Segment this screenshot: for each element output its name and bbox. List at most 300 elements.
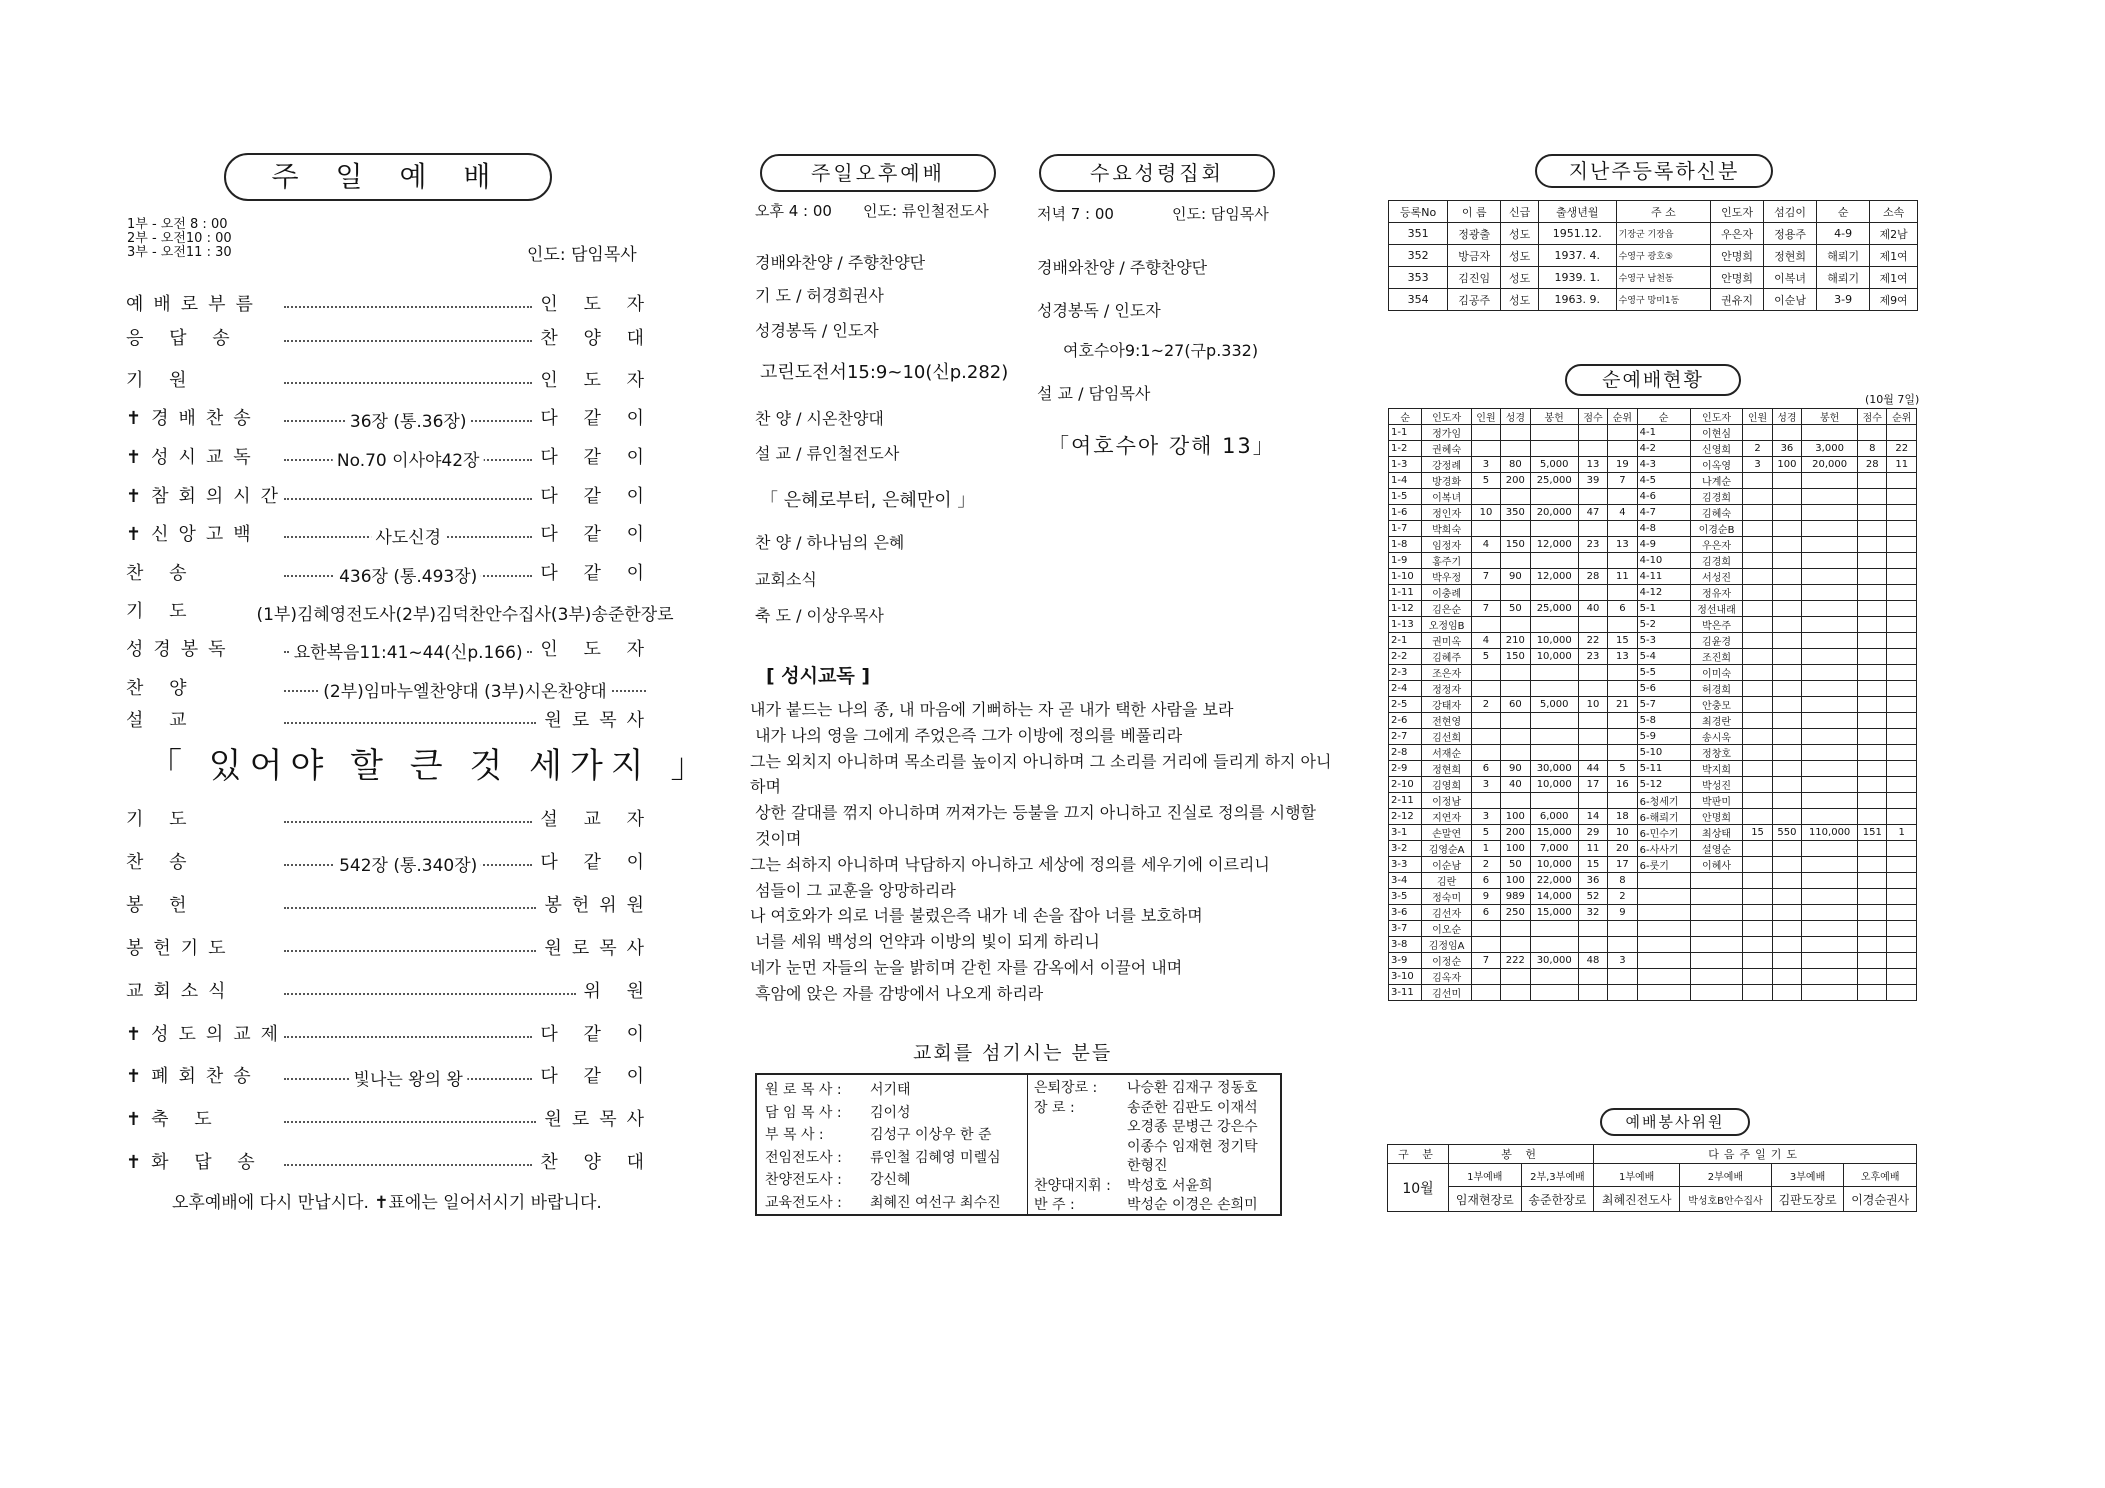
table-row [1389, 841, 1917, 857]
table-cell: 10,000 [1530, 777, 1578, 793]
table-cell: 2 [1471, 697, 1500, 713]
table-cell [1530, 713, 1578, 729]
table-cell [1802, 761, 1858, 777]
order-item [126, 520, 654, 546]
table-cell [1887, 889, 1917, 905]
table-cell: 1-12 [1389, 601, 1422, 617]
table-cell [1802, 713, 1858, 729]
table-cell [1608, 441, 1637, 457]
table-cell [1578, 617, 1607, 633]
table-cell [1743, 617, 1772, 633]
service-sub-1: 1부예배 [1449, 1164, 1522, 1187]
order-detail: No.70 이사야42장 [333, 446, 484, 471]
table-cell: 3 [1743, 457, 1772, 473]
table-cell [1471, 937, 1500, 953]
table-cell [1772, 617, 1801, 633]
afternoon-item: 교회소식 [755, 570, 817, 589]
table-cell: 4-5 [1637, 473, 1690, 489]
reading-line: 상한 갈대를 꺾지 아니하며 꺼져가는 등불을 끄지 아니하고 진실로 정의를 시행할 [750, 803, 1316, 823]
reading-line: 섬들이 그 교훈을 앙망하리라 [750, 880, 956, 900]
wednesday-time: 저녁 7 : 00 [1037, 205, 1114, 223]
table-cell [1772, 633, 1801, 649]
table-cell [1802, 729, 1858, 745]
table-cell: 11 [1608, 569, 1637, 585]
table-cell [1802, 793, 1858, 809]
reading-line: 하며 [750, 777, 781, 797]
table-cell: 3 [1608, 953, 1637, 969]
table-cell [1802, 937, 1858, 953]
wednesday-item: 여호수아9:1~27(구p.332) [1063, 341, 1259, 360]
table-cell: 성도 [1501, 289, 1539, 311]
table-cell [1887, 521, 1917, 537]
table-cell [1743, 649, 1772, 665]
table-cell [1887, 601, 1917, 617]
table-cell: 해뢰기 [1817, 267, 1870, 289]
table-cell: 6-민수기 [1637, 825, 1690, 841]
table-cell: 3-9 [1817, 289, 1870, 311]
table-cell: 2-10 [1389, 777, 1422, 793]
table-row [1389, 473, 1917, 489]
order-label: 찬 송 [126, 563, 197, 584]
table-cell [1471, 921, 1500, 937]
table-cell: 6-청세기 [1637, 793, 1690, 809]
table-row [1389, 697, 1917, 713]
table-cell [1608, 937, 1637, 953]
table-cell: 40 [1501, 777, 1530, 793]
table-cell: 100 [1501, 841, 1530, 857]
table-cell: 이복녀 [1764, 267, 1817, 289]
table-cell [1743, 745, 1772, 761]
table-cell [1772, 553, 1801, 569]
table-cell: 1-6 [1389, 505, 1422, 521]
table-cell [1743, 953, 1772, 969]
table-cell: 100 [1772, 457, 1801, 473]
table-cell [1887, 761, 1917, 777]
table-cell: 우은자 [1690, 537, 1743, 553]
table-cell: 3-9 [1389, 953, 1422, 969]
service-month: 10월 [1388, 1164, 1449, 1212]
table-cell [1887, 985, 1917, 1001]
table-cell: 151 [1858, 825, 1887, 841]
table-cell: 4-9 [1817, 223, 1870, 245]
table-cell: 설영순 [1690, 841, 1743, 857]
staff-role: 원 로 목 사 : [765, 1082, 842, 1098]
table-cell: 17 [1608, 857, 1637, 873]
table-cell: 353 [1389, 267, 1448, 289]
table-cell [1802, 857, 1858, 873]
table-cell: 23 [1578, 649, 1607, 665]
table-cell [1471, 713, 1500, 729]
table-cell: 정가임 [1422, 425, 1471, 441]
table-cell: 정현희 [1764, 245, 1817, 267]
table-cell [1471, 985, 1500, 1001]
table-cell: 14,000 [1530, 889, 1578, 905]
cell-header-cell: 순 [1389, 409, 1422, 425]
table-cell [1772, 537, 1801, 553]
table-cell: 김은순 [1422, 601, 1471, 617]
cell-worship-table [1388, 408, 1917, 1001]
order-item [126, 404, 654, 430]
order-leader-dots [284, 856, 532, 876]
table-cell: 4 [1471, 537, 1500, 553]
table-cell [1743, 873, 1772, 889]
service-sub-4: 2부예배 [1680, 1164, 1772, 1187]
order-item [126, 674, 654, 700]
order-detail: (1부)김혜영전도사(2부)김덕찬안수집사(3부)송준한장로 [252, 600, 677, 625]
table-cell [1772, 761, 1801, 777]
table-cell [1743, 569, 1772, 585]
staff-role: 반 주 : [1034, 1197, 1075, 1213]
table-cell [1743, 473, 1772, 489]
table-cell [1530, 553, 1578, 569]
table-cell: 5-5 [1637, 665, 1690, 681]
wednesday-service-title: 수요성령집회 [1039, 154, 1275, 192]
afternoon-item: 「 은혜로부터, 은혜만이 」 [760, 490, 976, 511]
table-cell: 제1여 [1870, 267, 1918, 289]
wednesday-item: 성경봉독 / 인도자 [1037, 301, 1161, 320]
table-cell: 2-3 [1389, 665, 1422, 681]
service-h-offering: 봉 헌 [1449, 1145, 1594, 1164]
table-cell: 이순남 [1764, 289, 1817, 311]
table-cell: 김선미 [1422, 985, 1471, 1001]
staff-role: 교육전도사 : [765, 1195, 842, 1211]
table-cell [1887, 505, 1917, 521]
table-cell [1530, 793, 1578, 809]
order-responsible: 찬 양 대 [540, 328, 654, 349]
table-row [1389, 985, 1917, 1001]
table-cell [1802, 537, 1858, 553]
table-cell: 해뢰기 [1817, 245, 1870, 267]
table-cell [1802, 585, 1858, 601]
order-label: ✝참회의시간 [126, 486, 289, 507]
cell-header-cell: 봉헌 [1530, 409, 1578, 425]
table-cell: 10 [1471, 505, 1500, 521]
table-cell: 5-7 [1637, 697, 1690, 713]
staff-names: 박성호 서윤희 [1127, 1177, 1213, 1194]
table-cell: 48 [1578, 953, 1607, 969]
table-cell [1858, 809, 1887, 825]
wednesday-item: 설 교 / 담임목사 [1037, 384, 1151, 403]
order-label: 봉 헌 [126, 895, 197, 916]
table-cell: 4-9 [1637, 537, 1690, 553]
cell-header-cell: 인원 [1471, 409, 1500, 425]
newcomers-header-cell: 주 소 [1616, 201, 1711, 223]
table-cell: 1963. 9. [1539, 289, 1617, 311]
table-cell: 150 [1501, 649, 1530, 665]
table-cell: 17 [1578, 777, 1607, 793]
table-cell [1530, 985, 1578, 1001]
order-label: ✝폐회찬송 [126, 1066, 261, 1087]
table-cell [1858, 617, 1887, 633]
table-cell [1743, 537, 1772, 553]
table-cell: 4-6 [1637, 489, 1690, 505]
table-cell: 3-4 [1389, 873, 1422, 889]
table-cell: 우은자 [1711, 223, 1764, 245]
table-cell: 2-11 [1389, 793, 1422, 809]
table-cell [1690, 889, 1743, 905]
order-leader-dots [284, 643, 532, 663]
table-row [1389, 245, 1918, 267]
newcomers-header-cell: 인도자 [1711, 201, 1764, 223]
table-cell: 10,000 [1530, 649, 1578, 665]
table-cell: 13 [1578, 457, 1607, 473]
table-cell: 60 [1501, 697, 1530, 713]
order-responsible: 원로목사 [544, 938, 654, 959]
service-sub-2: 2부,3부예배 [1521, 1164, 1594, 1187]
table-cell [1772, 841, 1801, 857]
order-leader-dots [284, 498, 532, 500]
table-cell [1743, 505, 1772, 521]
staff-role: 은퇴장로 : [1034, 1080, 1098, 1096]
time-3: 3부 - 오전11 : 30 [127, 245, 232, 260]
table-cell [1802, 841, 1858, 857]
table-cell: 13 [1608, 537, 1637, 553]
table-row [1389, 457, 1917, 473]
table-cell: 44 [1578, 761, 1607, 777]
table-cell [1858, 857, 1887, 873]
service-times [127, 218, 232, 260]
table-cell: 전현영 [1422, 713, 1471, 729]
table-cell [1637, 889, 1690, 905]
table-cell: 3,000 [1802, 441, 1858, 457]
table-cell: 강태자 [1422, 697, 1471, 713]
table-cell [1471, 745, 1500, 761]
table-cell: 13 [1608, 649, 1637, 665]
table-cell: 30,000 [1530, 761, 1578, 777]
table-cell: 박성진 [1690, 777, 1743, 793]
service-name-2: 송준한장로 [1521, 1187, 1594, 1212]
table-cell: 25,000 [1530, 473, 1578, 489]
order-leader-dots [284, 993, 576, 995]
table-cell [1772, 697, 1801, 713]
newcomers-title: 지난주등록하신분 [1535, 154, 1773, 188]
table-cell: 100 [1501, 873, 1530, 889]
table-cell [1608, 985, 1637, 1001]
table-row [1389, 681, 1917, 697]
table-cell: 제2남 [1870, 223, 1918, 245]
table-cell: 6 [1608, 601, 1637, 617]
table-cell: 1-10 [1389, 569, 1422, 585]
table-cell: 이정남 [1422, 793, 1471, 809]
table-cell [1772, 793, 1801, 809]
table-cell: 수영구 광호⑤ [1616, 245, 1711, 267]
table-cell: 2-2 [1389, 649, 1422, 665]
table-cell: 352 [1389, 245, 1448, 267]
table-cell: 기장군 기장읍 [1616, 223, 1711, 245]
table-cell [1858, 633, 1887, 649]
table-cell [1501, 585, 1530, 601]
table-cell [1578, 729, 1607, 745]
order-responsible: 인 도 자 [540, 294, 654, 315]
service-name-5: 김판도장로 [1771, 1187, 1844, 1212]
table-cell [1743, 937, 1772, 953]
order-label: ✝신앙고백 [126, 524, 261, 545]
table-cell: 10 [1608, 825, 1637, 841]
order-responsible: 원로목사 [544, 710, 654, 731]
order-item [126, 977, 654, 1003]
table-cell: 5 [1471, 649, 1500, 665]
table-cell [1858, 969, 1887, 985]
staff-names: 최혜진 여선구 최수진 [870, 1195, 1001, 1211]
table-row [1389, 873, 1917, 889]
table-cell: 1-3 [1389, 457, 1422, 473]
table-cell [1887, 473, 1917, 489]
table-cell: 3 [1471, 457, 1500, 473]
staff-role: 장 로 : [1034, 1099, 1075, 1116]
staff-names: 김이성 [870, 1104, 911, 1121]
table-cell: 9 [1471, 889, 1500, 905]
table-cell: 10,000 [1530, 633, 1578, 649]
table-cell [1471, 969, 1500, 985]
table-cell [1772, 777, 1801, 793]
table-cell [1743, 633, 1772, 649]
order-responsible: 찬 양 대 [540, 1152, 654, 1173]
table-cell: 안명희 [1690, 809, 1743, 825]
order-responsible: 다 같 이 [540, 852, 654, 873]
order-detail: 사도신경 [371, 523, 445, 548]
order-label: ✝경배찬송 [126, 408, 261, 429]
table-cell: 안충모 [1690, 697, 1743, 713]
afternoon-item: 찬 양 / 시온찬양대 [755, 409, 884, 428]
staff-role: 담 임 목 사 : [765, 1104, 842, 1121]
staff-role: 전임전도사 : [765, 1149, 842, 1166]
table-cell: 김혜숙 [1690, 505, 1743, 521]
order-detail: (2부)임마누엘찬양대 (3부)시온찬양대 [319, 677, 610, 702]
table-cell: 허경희 [1690, 681, 1743, 697]
table-cell: 22 [1887, 441, 1917, 457]
order-detail: 요한복음11:41~44(신p.166) [290, 638, 527, 663]
order-item [126, 1148, 654, 1174]
table-cell: 12,000 [1530, 537, 1578, 553]
table-cell [1578, 553, 1607, 569]
table-cell: 김정임A [1422, 937, 1471, 953]
wednesday-sermon: 「여호수아 강해 13」 [1048, 434, 1276, 458]
table-cell: 15,000 [1530, 825, 1578, 841]
table-cell [1743, 489, 1772, 505]
table-cell: 이옥영 [1690, 457, 1743, 473]
table-cell: 14 [1578, 809, 1607, 825]
table-cell: 3-10 [1389, 969, 1422, 985]
table-cell: 6-사사기 [1637, 841, 1690, 857]
main-service-title: 주 일 예 배 [224, 153, 552, 201]
order-item [126, 1105, 654, 1131]
afternoon-item: 경배와찬양 / 주향찬양단 [755, 253, 926, 272]
table-cell: 서성진 [1690, 569, 1743, 585]
table-cell [1690, 953, 1743, 969]
table-cell [1501, 665, 1530, 681]
order-leader-dots [284, 722, 536, 724]
table-cell [1743, 585, 1772, 601]
order-item [126, 1020, 654, 1046]
table-row [1389, 745, 1917, 761]
table-cell [1858, 473, 1887, 489]
table-cell: 홍주기 [1422, 553, 1471, 569]
table-cell: 250 [1501, 905, 1530, 921]
table-cell: 김공주 [1448, 289, 1501, 311]
table-row [1389, 713, 1917, 729]
table-cell: 25,000 [1530, 601, 1578, 617]
table-cell [1743, 777, 1772, 793]
table-cell [1608, 921, 1637, 937]
table-cell [1772, 921, 1801, 937]
table-cell: 3-5 [1389, 889, 1422, 905]
table-row [1389, 633, 1917, 649]
order-leader-dots [284, 1164, 532, 1166]
table-cell [1578, 585, 1607, 601]
order-leader-dots [284, 451, 532, 471]
reading-line: 내가 붙드는 나의 종, 내 마음에 기뻐하는 자 곧 내가 택한 사람을 보라 [750, 700, 1234, 719]
table-cell [1858, 841, 1887, 857]
table-cell [1858, 505, 1887, 521]
order-label: 찬 양 [126, 678, 197, 699]
table-cell [1578, 745, 1607, 761]
table-cell [1802, 489, 1858, 505]
table-cell [1858, 553, 1887, 569]
table-cell [1608, 521, 1637, 537]
afternoon-item: 성경봉독 / 인도자 [755, 321, 879, 340]
cell-header-cell: 순 [1637, 409, 1690, 425]
table-cell [1743, 425, 1772, 441]
table-row [1389, 289, 1918, 311]
table-cell: 수영구 망미1동 [1616, 289, 1711, 311]
table-row [1389, 905, 1917, 921]
table-row [1389, 617, 1917, 633]
table-cell [1743, 985, 1772, 1001]
table-cell [1772, 985, 1801, 1001]
table-cell: 2-9 [1389, 761, 1422, 777]
table-cell: 8 [1858, 441, 1887, 457]
table-cell: 3-11 [1389, 985, 1422, 1001]
table-cell: 김경희 [1690, 489, 1743, 505]
table-cell [1858, 793, 1887, 809]
table-cell: 1-1 [1389, 425, 1422, 441]
table-cell [1802, 953, 1858, 969]
table-cell: 정인자 [1422, 505, 1471, 521]
newcomers-header-cell: 소속 [1870, 201, 1918, 223]
table-cell [1858, 425, 1887, 441]
table-cell [1637, 937, 1690, 953]
table-cell: 4-11 [1637, 569, 1690, 585]
table-cell [1887, 553, 1917, 569]
table-cell [1887, 569, 1917, 585]
cell-header-cell: 인도자 [1690, 409, 1743, 425]
table-row [1389, 649, 1917, 665]
table-cell: 1951.12. [1539, 223, 1617, 245]
table-cell [1772, 969, 1801, 985]
table-cell [1858, 601, 1887, 617]
table-cell: 2-7 [1389, 729, 1422, 745]
table-cell: 4 [1471, 633, 1500, 649]
newcomers-header-row [1389, 201, 1918, 223]
reading-line: 그는 쇠하지 아니하며 낙담하지 아니하고 세상에 정의를 세우기에 이르리니 [750, 854, 1270, 874]
table-row [1389, 761, 1917, 777]
order-leader-dots [284, 340, 532, 342]
cell-header-cell: 점수 [1578, 409, 1607, 425]
table-cell [1802, 665, 1858, 681]
table-cell [1772, 745, 1801, 761]
table-cell: 22 [1578, 633, 1607, 649]
table-cell: 이미숙 [1690, 665, 1743, 681]
staff-names: 한형진 [1127, 1158, 1168, 1174]
table-row [1389, 825, 1917, 841]
order-item [126, 934, 654, 960]
order-leader-dots [284, 412, 532, 432]
table-cell [1743, 713, 1772, 729]
table-cell: 6 [1471, 761, 1500, 777]
order-label: ✝축 도 [126, 1109, 222, 1130]
table-cell: 성도 [1501, 245, 1539, 267]
table-cell [1858, 681, 1887, 697]
